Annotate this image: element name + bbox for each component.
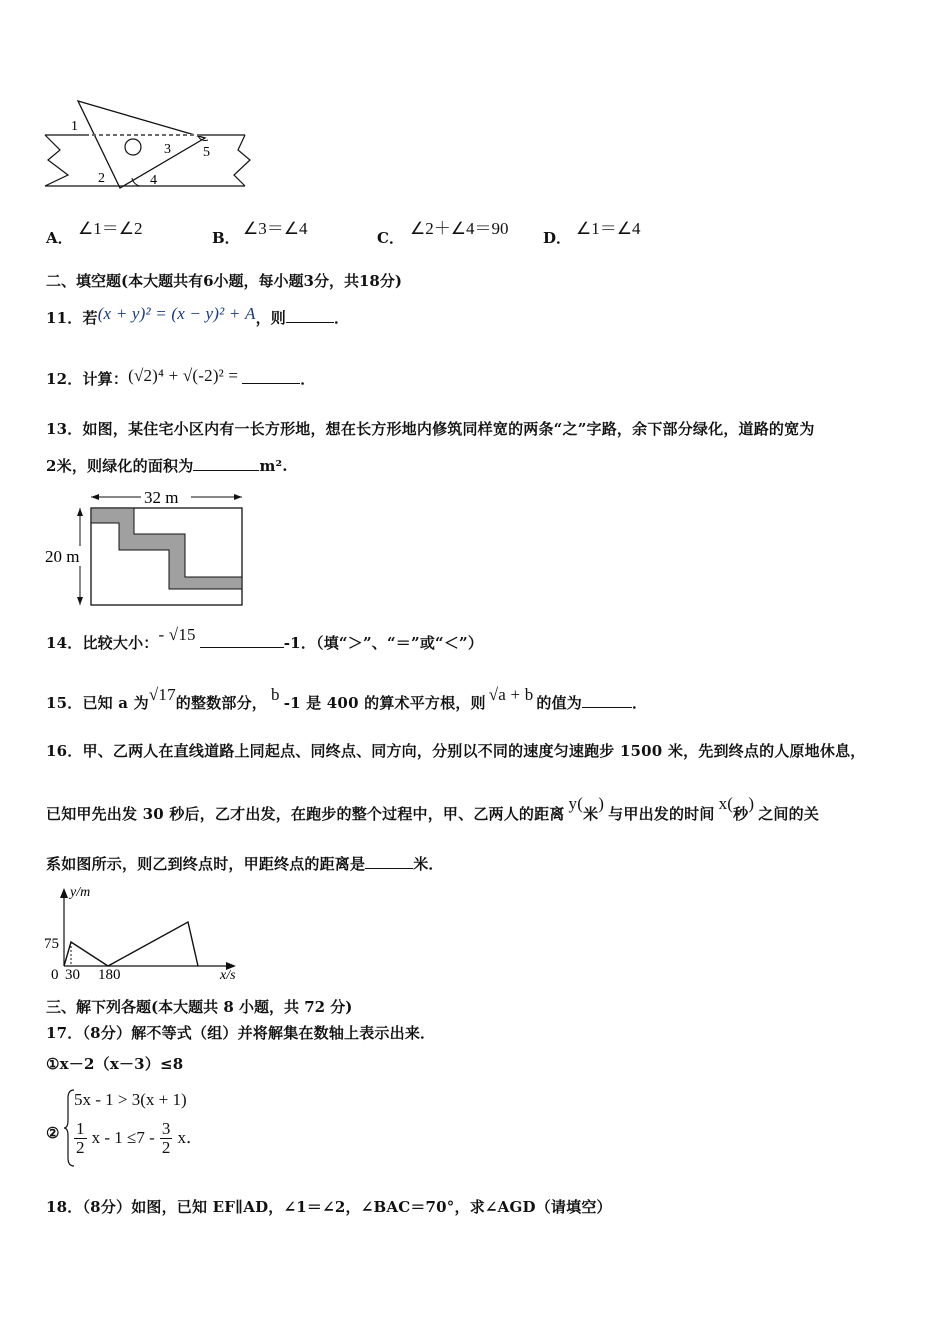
section-3-title: 三、解下列各题(本大题共 8 小题，共 72 分)	[46, 998, 353, 1016]
q15-answer-blank[interactable]	[582, 693, 632, 708]
option-c-letter: C．	[377, 229, 404, 247]
angle-label-1: 1	[71, 119, 78, 134]
q14-prefix: 比较大小：	[82, 634, 159, 652]
question-18: 18．（8分）如图，已知 EF∥AD，∠1＝∠2，∠BAC＝70°，求∠AGD（请填空）	[46, 1198, 612, 1216]
q16-line-3	[46, 853, 444, 874]
q16-x-unit: 秒	[733, 805, 749, 823]
q16-x-var: x(	[718, 794, 734, 813]
break-left	[45, 135, 68, 186]
distance-line	[64, 922, 198, 966]
option-d-letter: D．	[543, 229, 572, 247]
angle-label-2: 2	[98, 171, 105, 186]
section-2-title: 二、填空题(本大题共有6小题，每小题3分，共18分)	[46, 272, 402, 290]
q16-line2-a: 已知甲先出发 30 秒后，乙才出发，在跑步的整个过程中，甲、乙两人的距离	[46, 805, 565, 823]
q16-line-1: 16．甲、乙两人在直线道路上同起点、同终点、同方向，分别以不同的速度匀速跑步 1500 米，先到终点的人原地休息，	[46, 742, 866, 760]
q17-part-1: ①x－2（x－3）≤8	[46, 1055, 184, 1073]
x-tick-30: 30	[65, 967, 80, 982]
q13-line-1: 13．如图，某住宅小区内有一长方形地，想在长方形地内修筑同样宽的两条“之”字路，余下部分绿化，道路的宽为	[46, 420, 815, 438]
q17-part-2-label: ②	[46, 1124, 60, 1142]
question-14	[46, 625, 484, 653]
q10-figure	[40, 98, 255, 193]
q15-mid1: 的整数部分，	[175, 694, 267, 712]
q16-line3-a: 系如图所示，则乙到终点时，甲距终点的距离是	[46, 855, 366, 873]
fraction-one-half: $\frac{1}{2}$	[76, 1119, 85, 1157]
q13-answer-blank[interactable]	[193, 456, 259, 471]
q16-line-2: 已知甲先出发 30 秒后，乙才出发，在跑步的整个过程中，甲、乙两人的距离y(米)与甲出发的时间x(秒)之间的关	[46, 794, 820, 823]
q16-line3-b: 米．	[413, 855, 444, 873]
y-tick-75: 75	[44, 936, 59, 952]
q12-prefix: 计算：	[82, 370, 129, 388]
q13-line2-prefix: 2米，则绿化的面积为	[46, 457, 194, 475]
height-label: 20 m	[45, 547, 80, 566]
q14-rest: -1．（填“＞”、“＝”或“＜”）	[283, 634, 484, 652]
q15-b: b	[270, 685, 280, 704]
y-axis-label: y/m	[70, 885, 91, 900]
q14-number: 14．	[46, 634, 83, 652]
q13-unit: m²	[259, 457, 283, 475]
zigzag-road	[91, 508, 242, 589]
question-12	[46, 368, 315, 389]
q13-figure	[42, 486, 252, 611]
option-d-text: ∠1＝∠4	[576, 219, 641, 238]
q12-end: ．	[300, 370, 316, 388]
question-11	[46, 304, 350, 328]
q16-graph	[40, 882, 250, 982]
x-axis-label: x/s	[220, 968, 236, 982]
q16-y-unit: 米	[583, 805, 599, 823]
option-b-text: ∠3＝∠4	[243, 219, 308, 238]
q11-number: 11．	[46, 309, 83, 327]
origin-label: 0	[51, 967, 59, 982]
option-a-letter: A．	[46, 229, 73, 247]
q13-line-2: 2米，则绿化的面积为 m².	[46, 457, 288, 475]
ruler-hole	[125, 139, 141, 155]
q12-expression: (√2)⁴ + √(-2)² =	[128, 366, 239, 385]
q12-number: 12．	[46, 370, 83, 388]
break-right	[234, 135, 250, 186]
q15-mid2: -1 是 400 的算术平方根，则	[283, 694, 486, 712]
q11-end: ．	[333, 309, 350, 327]
question-15	[46, 685, 648, 713]
q17-title: 17．（8分）解不等式（组）并将解集在数轴上表示出来．	[46, 1024, 436, 1042]
q14-expression: - √15	[158, 625, 196, 644]
width-label: 32 m	[144, 488, 179, 507]
x-tick-180: 180	[98, 967, 121, 982]
q12-answer-blank[interactable]	[242, 369, 300, 384]
q15-sqrt-ab: √a + b	[488, 685, 534, 704]
q15-end: ．	[632, 694, 648, 712]
q16-y-var: y(	[568, 794, 584, 813]
q15-sqrt17: √17	[148, 685, 176, 704]
option-c-text: ∠2＋∠4＝90	[410, 219, 509, 238]
q11-answer-blank[interactable]	[286, 308, 334, 323]
angle-label-3: 3	[164, 142, 171, 157]
option-a-text: ∠1＝∠2	[78, 219, 143, 238]
q17-system-line-1: 5x - 1 > 3(x + 1)	[74, 1090, 187, 1109]
q15-prefix: 15．已知 a 为	[46, 694, 149, 712]
fraction-three-halves: $\frac{3}{2}$	[161, 1119, 171, 1157]
q11-expression: (x + y)² = (x − y)² + A	[97, 304, 256, 323]
q17-system-line-2	[74, 1120, 203, 1157]
q15-mid3: 的值为	[536, 694, 583, 712]
q17-system-end: x．	[177, 1128, 203, 1147]
angle-label-5: 5	[203, 145, 210, 160]
q11-prefix: 若	[82, 309, 98, 327]
q16-answer-blank[interactable]	[365, 854, 413, 869]
q17-system-mid: x - 1 ≤7 -	[91, 1128, 155, 1147]
q14-answer-blank[interactable]	[200, 633, 284, 648]
q16-line2-b: 与甲出发的时间	[608, 805, 715, 823]
angle-label-4: 4	[150, 173, 157, 188]
q11-suffix: ，则	[255, 309, 286, 327]
q16-line2-c: 之间的关	[758, 805, 820, 823]
option-b-letter: B．	[212, 229, 240, 247]
